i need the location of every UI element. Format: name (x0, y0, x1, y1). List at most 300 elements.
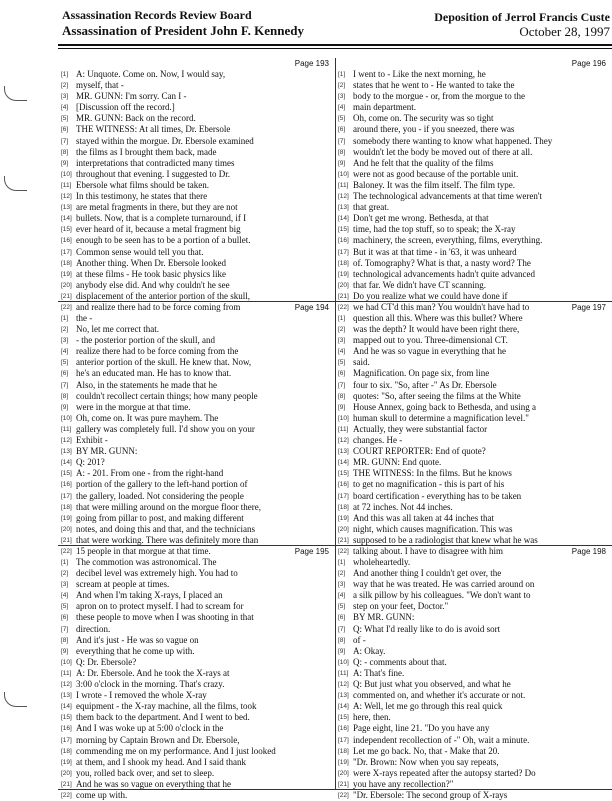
line-text: MR. GUNN: I'm sorry. Can I - (76, 91, 187, 102)
line-number: [16] (61, 237, 72, 245)
line-text: to get no magnification - this is part of his (353, 479, 505, 490)
transcript-line (58, 380, 335, 391)
line-number: [14] (338, 459, 349, 467)
line-number: [16] (338, 481, 349, 489)
line-number: [10] (61, 414, 72, 422)
line-text: displacement of the anterior portion of the skull, (76, 290, 250, 301)
line-number: [13] (61, 692, 72, 700)
transcript-line (58, 158, 335, 169)
transcript-line (58, 180, 335, 191)
line-number: [11] (61, 181, 72, 189)
line-number: [5] (61, 603, 69, 611)
line-text: them back to the department. And I went to bed. (76, 712, 250, 723)
line-text: The technological advancements at that time weren't (353, 191, 543, 202)
transcript-line (58, 735, 335, 746)
transcript-line (335, 147, 612, 158)
line-number: [6] (61, 126, 69, 134)
line-text: - the posterior portion of the skull, and (76, 335, 215, 346)
line-text: "Dr. Ebersole: The second group of X-rays (353, 789, 508, 800)
transcript-line (58, 136, 335, 147)
transcript-line (335, 402, 612, 413)
transcript-line (58, 790, 335, 801)
transcript-line (335, 180, 612, 191)
line-number: [10] (338, 170, 349, 178)
line-number: [11] (338, 181, 349, 189)
line-number: [18] (61, 747, 72, 755)
transcript-line (58, 91, 335, 102)
line-text: 3:00 o'clock in the morning. That's crazy. (76, 679, 225, 690)
line-text: main department. (353, 102, 416, 113)
line-text: changes. He - (353, 435, 403, 446)
transcript-line (58, 324, 335, 335)
case-title: Assassination of President John F. Kennedy (62, 23, 304, 38)
transcript-line (335, 80, 612, 91)
transcript-line (58, 624, 335, 635)
line-text: Oh, come on. The security was so tight (353, 113, 494, 124)
line-text: Let me go back. No, that - Make that 20. (353, 745, 500, 756)
line-number: [15] (61, 226, 72, 234)
line-text: apron on to protect myself. I had to scream for (76, 601, 244, 612)
line-number: [12] (61, 437, 72, 445)
transcript-line (335, 479, 612, 490)
transcript-line (58, 113, 335, 124)
line-text: at these films - He took basic physics like (76, 268, 226, 279)
page-number: Page 196 (571, 59, 606, 68)
transcript-line (58, 213, 335, 224)
line-number: [2] (338, 82, 346, 90)
line-text: THE WITNESS: In the films. But he knows (353, 468, 512, 479)
line-text: MR. GUNN: End quote. (353, 457, 442, 468)
transcript-line (335, 612, 612, 623)
transcript-line (335, 169, 612, 180)
line-number: [16] (338, 725, 349, 733)
line-number: [8] (338, 636, 346, 644)
line-text: that were working. There was definitely more than (76, 534, 259, 545)
line-text: realize there had to be force coming from the (76, 346, 239, 357)
line-number: [10] (61, 658, 72, 666)
line-number: [7] (61, 625, 69, 633)
transcript-line (58, 757, 335, 768)
line-number: [3] (61, 337, 69, 345)
line-text: portion of the gallery to the left-hand portion of (76, 479, 248, 490)
transcript-line (58, 102, 335, 113)
line-text: everything that he come up with. (76, 645, 195, 656)
transcript-line (335, 91, 612, 102)
transcript-line (335, 224, 612, 235)
line-text: couldn't recollect certain things; how many people (76, 390, 258, 401)
transcript-line (335, 491, 612, 502)
line-number: [14] (338, 215, 349, 223)
line-text: at them, and I shook my head. And I said thank (76, 756, 246, 767)
line-text: BY MR. GUNN: (76, 446, 138, 457)
line-text: mapped out to you. Three-dimensional CT. (353, 335, 508, 346)
line-number: [14] (61, 703, 72, 711)
line-number: [13] (338, 448, 349, 456)
transcript-line (335, 291, 612, 302)
line-number: [12] (338, 437, 349, 445)
line-text: Q: What I'd really like to do is avoid sort (353, 623, 501, 634)
transcript-page (58, 546, 335, 800)
line-text: Q: But just what you observed, and what he (353, 679, 511, 690)
transcript-line (335, 524, 612, 535)
transcript-line (58, 124, 335, 135)
transcript-line (58, 779, 335, 790)
line-number: [18] (338, 503, 349, 511)
line-number: [12] (338, 681, 349, 689)
line-text: And it's just - He was so vague on (76, 634, 199, 645)
line-text: said. (353, 357, 370, 368)
line-text: the films as I brought them back, made (76, 146, 217, 157)
transcript-line (58, 413, 335, 424)
line-number: [11] (61, 669, 72, 677)
line-text: Another thing. When Dr. Ebersole looked (76, 257, 227, 268)
transcript-line (58, 535, 335, 546)
line-text: enough to be seen has to be a portion of a bullet. (76, 235, 251, 246)
transcript-line (58, 712, 335, 723)
line-text: board certification - everything has to be taken (353, 490, 522, 501)
line-text: of. Tomography? What is that, a nasty word? The (353, 257, 531, 268)
line-text: wholeheartedly. (353, 557, 411, 567)
transcript-line (58, 668, 335, 679)
line-number: [9] (338, 403, 346, 411)
line-text: notes, and doing this and that, and the technicians (76, 523, 255, 534)
line-text: a silk pillow by his colleagues. "We don't want to (353, 590, 531, 601)
line-number: [6] (61, 370, 69, 378)
line-text: were not as good because of the portable unit. (353, 168, 519, 179)
transcript-line (335, 768, 612, 779)
page-number: Page 194 (294, 303, 329, 312)
line-number: [9] (61, 647, 69, 655)
line-text: commending me on my performance. And I just looked (76, 745, 276, 756)
transcript-page (335, 546, 612, 800)
transcript-line (335, 468, 612, 479)
line-number: [13] (338, 692, 349, 700)
transcript-line (58, 147, 335, 158)
line-number: [22] (338, 547, 349, 555)
line-text: Do you realize what we could have done if (353, 290, 508, 301)
transcript-line (58, 391, 335, 402)
line-text: anybody else did. And why couldn't he see (76, 279, 230, 290)
line-text: of - (353, 634, 366, 645)
transcript-line (335, 424, 612, 435)
line-text: body to the morgue - or, from the morgue to the (353, 91, 526, 102)
transcript-line (58, 258, 335, 269)
transcript-line (335, 457, 612, 468)
line-number: [22] (61, 303, 72, 311)
header-rule (58, 44, 612, 46)
line-number: [6] (338, 614, 346, 622)
line-number: [14] (338, 703, 349, 711)
page-number: Page 198 (571, 547, 606, 556)
line-text: A: Well, let me go through this real quick (353, 701, 503, 712)
line-text: 15 people in that morgue at that time. (76, 545, 211, 556)
line-text: quotes: "So, after seeing the films at the White (353, 390, 521, 401)
line-number: [21] (338, 292, 349, 300)
line-text: MR. GUNN: Back on the record. (76, 113, 196, 124)
transcript-line (335, 779, 612, 790)
transcript-line (58, 169, 335, 180)
transcript-line (335, 735, 612, 746)
line-number: [8] (338, 392, 346, 400)
transcript-line (335, 191, 612, 202)
transcript-line (58, 402, 335, 413)
transcript-line (58, 679, 335, 690)
transcript-line (335, 668, 612, 679)
transcript-line (58, 768, 335, 779)
transcript-line (335, 124, 612, 135)
line-number: [15] (338, 226, 349, 234)
line-text: four to six. "So, after -" As Dr. Ebersole (353, 379, 497, 390)
line-number: [15] (338, 470, 349, 478)
transcript-line (335, 202, 612, 213)
line-text: human skull to determine a magnification level." (353, 412, 529, 423)
transcript-line (335, 102, 612, 113)
line-number: [3] (338, 93, 346, 101)
line-number: [4] (338, 348, 346, 356)
transcript-line (335, 590, 612, 601)
transcript-line (335, 723, 612, 734)
line-text: come up with. (76, 789, 128, 800)
line-number: [9] (61, 159, 69, 167)
transcript-line (58, 280, 335, 291)
transcript-line (335, 69, 612, 80)
line-number: [17] (338, 736, 349, 744)
transcript-grid (58, 58, 612, 800)
line-number: [5] (338, 359, 346, 367)
line-number: [12] (61, 193, 72, 201)
line-number: [7] (61, 137, 69, 145)
transcript-line (335, 557, 612, 568)
line-number: [1] (338, 315, 346, 322)
line-text: I went to - Like the next morning, he (353, 69, 486, 79)
line-number: [19] (338, 758, 349, 766)
line-number: [17] (338, 492, 349, 500)
line-number: [9] (61, 403, 69, 411)
deposition-date: October 28, 1997 (519, 24, 610, 39)
transcript-line (335, 535, 612, 546)
line-number: [3] (61, 93, 69, 101)
line-text: the - (76, 313, 93, 323)
transcript-line (58, 646, 335, 657)
line-text: stayed within the morgue. Dr. Ebersole examined (76, 135, 254, 146)
line-number: [21] (61, 292, 72, 300)
line-text: was the depth? It would have been right there, (353, 324, 520, 335)
line-text: interpretations that contradicted many times (76, 157, 235, 168)
line-text: that far. We didn't have CT scanning. (353, 279, 487, 290)
line-text: independent recollection of -" Oh, wait a minute. (353, 734, 530, 745)
transcript-line (335, 502, 612, 513)
line-number: [2] (338, 570, 346, 578)
line-text: Ebersole what films should be taken. (76, 179, 209, 190)
line-text: bullets. Now, that is a complete turnaround, if I (76, 213, 247, 224)
line-text: going from pillar to post, and making different (76, 512, 244, 523)
line-text: states that he went to - He wanted to take the (353, 80, 515, 91)
line-text: No, let me correct that. (76, 324, 159, 335)
line-number: [2] (61, 326, 69, 334)
transcript-line (58, 346, 335, 357)
line-text: myself, that - (76, 80, 124, 91)
transcript-line (335, 313, 612, 324)
line-text: were in the morgue at that time. (76, 401, 191, 412)
document-header (0, 0, 612, 58)
line-number: [8] (61, 636, 69, 644)
line-number: [5] (338, 603, 346, 611)
line-number: [10] (338, 658, 349, 666)
line-number: [15] (338, 714, 349, 722)
line-text: And this was all taken at 44 inches that (353, 512, 494, 523)
line-number: [1] (338, 71, 346, 78)
transcript-line (58, 291, 335, 302)
line-text: scream at people at times. (76, 579, 170, 590)
line-number: [2] (61, 570, 69, 578)
line-text: Q: Dr. Ebersole? (76, 656, 137, 667)
line-text: Q: 201? (76, 457, 105, 468)
line-text: gallery was completely full. I'd show you on your (76, 423, 255, 434)
line-number: [16] (61, 725, 72, 733)
line-number: [18] (61, 503, 72, 511)
line-number: [22] (338, 791, 349, 799)
line-text: I wrote - I removed the whole X-ray (76, 690, 207, 701)
transcript-line (335, 435, 612, 446)
transcript-line (58, 590, 335, 601)
line-text: talking about. I have to disagree with him (353, 545, 503, 556)
transcript-line (335, 646, 612, 657)
line-number: [13] (338, 204, 349, 212)
line-number: [22] (338, 303, 349, 311)
line-text: that great. (353, 202, 389, 213)
line-number: [17] (61, 248, 72, 256)
transcript-line (58, 224, 335, 235)
line-text: Actually, they were substantial factor (353, 423, 488, 434)
transcript-line (58, 435, 335, 446)
line-number: [21] (61, 780, 72, 788)
line-text: And another thing I couldn't get over, the (353, 568, 502, 579)
line-number: [5] (61, 359, 69, 367)
line-text: A: - 201. From one - from the right-hand (76, 468, 224, 479)
line-text: the gallery, loaded. Not considering the people (76, 490, 244, 501)
transcript-line (58, 491, 335, 502)
line-text: Don't get me wrong. Bethesda, at that (353, 213, 489, 224)
line-number: [22] (61, 791, 72, 799)
deposition-title: Deposition of Jerrol Francis Custe (434, 10, 610, 24)
line-number: [4] (338, 104, 346, 112)
header-rule-thin (58, 48, 612, 49)
transcript-line (58, 357, 335, 368)
line-text: you, rolled back over, and set to sleep. (76, 767, 215, 778)
transcript-line (58, 557, 335, 568)
transcript-line (58, 657, 335, 668)
line-text: equipment - the X-ray machine, all the films, took (76, 701, 257, 712)
line-text: we had CT'd this man? You wouldn't have had to (353, 301, 530, 312)
transcript-line (335, 757, 612, 768)
transcript-line (58, 513, 335, 524)
page-number: Page 193 (294, 59, 329, 68)
transcript-line (335, 213, 612, 224)
line-number: [15] (61, 470, 72, 478)
line-number: [21] (338, 780, 349, 788)
transcript-line (335, 346, 612, 357)
line-text: time, had the top stuff, so to speak; the X-ray (353, 224, 516, 235)
transcript-line (58, 202, 335, 213)
line-text: In this testimony, he states that there (76, 191, 208, 202)
line-number: [3] (61, 581, 69, 589)
line-text: And when I'm taking X-rays, I placed an (76, 590, 223, 601)
line-number: [7] (338, 381, 346, 389)
transcript-line (335, 712, 612, 723)
line-number: [8] (338, 148, 346, 156)
line-number: [21] (61, 536, 72, 544)
line-number: [9] (338, 159, 346, 167)
transcript-line (58, 502, 335, 513)
line-number: [13] (61, 204, 72, 212)
line-number: [6] (61, 614, 69, 622)
line-text: A: Dr. Ebersole. And he took the X-rays at (76, 667, 230, 678)
transcript-line (335, 679, 612, 690)
line-text: somebody there wanting to know what happened. They (353, 135, 553, 146)
transcript-line (335, 446, 612, 457)
transcript-line (335, 790, 612, 801)
line-text: Page eight, line 21. "Do you have any (353, 723, 490, 734)
transcript-line (335, 690, 612, 701)
line-number: [20] (61, 525, 72, 533)
transcript-line (335, 380, 612, 391)
transcript-line (335, 413, 612, 424)
line-number: [20] (338, 281, 349, 289)
line-number: [7] (338, 137, 346, 145)
line-number: [19] (61, 270, 72, 278)
line-number: [1] (61, 71, 69, 78)
line-number: [10] (338, 414, 349, 422)
line-number: [6] (338, 126, 346, 134)
transcript-line (335, 368, 612, 379)
line-number: [5] (61, 115, 69, 123)
transcript-line (58, 446, 335, 457)
line-number: [20] (61, 769, 72, 777)
transcript-line (58, 723, 335, 734)
margin-mark (4, 86, 27, 101)
line-text: technological advancements hadn't quite advanced (353, 268, 536, 279)
line-text: Exhibit - (76, 435, 108, 446)
line-text: direction. (76, 623, 111, 634)
line-text: way that he was treated. He was carried around on (353, 579, 535, 590)
transcript-line (58, 746, 335, 757)
line-number: [6] (338, 370, 346, 378)
transcript-line (335, 158, 612, 169)
line-number: [2] (61, 82, 69, 90)
margin-mark (4, 176, 27, 191)
transcript-line (335, 579, 612, 590)
line-text: And he felt that the quality of the films (353, 157, 494, 168)
line-number: [13] (61, 448, 72, 456)
line-number: [19] (338, 270, 349, 278)
transcript-line (58, 191, 335, 202)
line-text: he's an educated man. He has to know that. (76, 368, 232, 379)
page-number: Page 197 (571, 303, 606, 312)
line-number: [12] (338, 193, 349, 201)
line-text: Oh, come on. It was pure mayhem. The (76, 412, 219, 423)
transcript-line (58, 579, 335, 590)
line-text: [Discussion off the record.] (76, 102, 175, 113)
line-text: A: Okay. (353, 645, 386, 656)
margin-mark (4, 692, 27, 707)
transcript-line (58, 524, 335, 535)
line-text: THE WITNESS: At all times, Dr. Ebersole (76, 124, 231, 135)
transcript-line (335, 635, 612, 646)
line-number: [10] (61, 170, 72, 178)
line-number: [12] (61, 681, 72, 689)
transcript-line (58, 247, 335, 258)
line-text: anterior portion of the skull. He knew that. Now, (76, 357, 252, 368)
